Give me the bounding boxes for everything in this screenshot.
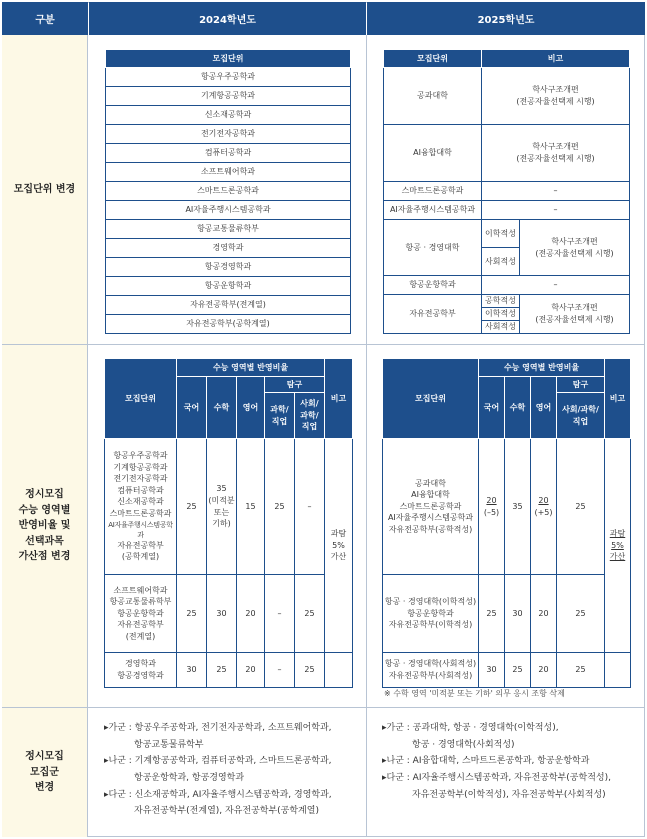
restructure-line: (전공자율선택제 시행) <box>535 248 614 258</box>
math-line: 35 <box>216 484 227 494</box>
column-divider <box>366 35 367 836</box>
list-item: ▸나군 : 기계항공공학과, 컴퓨터공학과, 스마트드론공학과, <box>104 756 332 767</box>
bonus-line: 과탐 <box>609 529 626 539</box>
units-table-2024 <box>105 49 351 334</box>
math-line: (미적분 <box>208 495 235 505</box>
restructure-line: (전공자율선택제 시행) <box>516 154 595 163</box>
empty-note-cell <box>325 653 353 688</box>
section3-label <box>2 708 88 837</box>
header-2025: 2025학년도 <box>367 2 645 35</box>
math-cell: 25 <box>505 653 531 688</box>
dash-cell: – <box>482 276 630 295</box>
restructure-line: 학사구조개편 <box>532 142 579 152</box>
header-line: 직업 <box>301 422 318 432</box>
section2-label-line: 가산점 변경 <box>18 551 71 563</box>
bonus-line: 과탐 <box>330 529 347 539</box>
table-row: 소프트웨어학과 <box>106 163 351 182</box>
korean-cell: 25 <box>479 575 505 653</box>
table-row: 스마트드론공학과 <box>384 182 482 201</box>
restructure-note <box>482 68 630 125</box>
unit-line: (전계열) <box>125 631 156 641</box>
group-list-2025 <box>382 720 640 803</box>
korean-cell: 30 <box>479 653 505 688</box>
table-row: 스마트드론공학과 <box>106 182 351 201</box>
unit-line: 자유전공학부 <box>117 620 164 630</box>
bonus-line: 5% <box>332 540 345 550</box>
ratio-header-title: 수능 영역별 반영비율 <box>177 359 325 377</box>
unit-line: 스마트드론공학과 <box>399 501 462 511</box>
track-cell: 공학적성 <box>482 295 520 308</box>
math-line: 기하) <box>212 519 231 529</box>
empty-note-cell <box>605 653 631 688</box>
dash-cell: – <box>482 201 630 220</box>
ratio-header-math: 수학 <box>207 377 237 439</box>
ratio-header-note: 비고 <box>325 359 353 439</box>
english-cell: 20 <box>531 653 557 688</box>
unit-list-cell <box>383 575 479 653</box>
table-row: 항공교통물류학부 <box>106 220 351 239</box>
table-row: 신소재공학과 <box>106 106 351 125</box>
restructure-line: 학사구조개편 <box>551 303 598 313</box>
restructure-note <box>520 220 630 276</box>
unit-line: 경영학과 <box>125 659 156 669</box>
korean-cell: 25 <box>177 439 207 575</box>
inquiry-cell: 25 <box>557 575 605 653</box>
unit-line: 자유전공학부(사회적성) <box>388 671 473 680</box>
table-row: 항공경영학과 <box>106 258 351 277</box>
math-cell: 30 <box>505 575 531 653</box>
section2-label-line: 반영비율 및 <box>18 520 71 532</box>
list-item: ▸가군 : 공과대학, 항공 · 경영대학(이학적성), <box>382 723 559 733</box>
unit-list-cell <box>105 575 177 653</box>
unit-line: 자유전공학부 <box>117 540 164 550</box>
ratio-header-english: 영어 <box>531 377 557 439</box>
ratio-header-inquiry: 탐구 <box>557 377 605 393</box>
restructure-line: (전공자율선택제 시행) <box>535 314 614 324</box>
ratio-header-inquiry: 탐구 <box>265 377 325 393</box>
unit-line: AI자율주행시스템공학과 <box>387 513 474 523</box>
list-item-continued: 자유전공학부(이학적성), 자유전공학부(사회적성) <box>412 789 606 800</box>
unit-line: 소프트웨어학과 <box>113 585 168 595</box>
ratio-header-social <box>557 393 605 439</box>
header-line: 직업 <box>572 416 589 426</box>
restructure-line: 학사구조개편 <box>551 236 598 246</box>
math-footnote: ※ 수학 영역 '미적분 또는 기하' 의무 응시 조항 삭제 <box>384 689 565 698</box>
unit-line: AI자율주행시스템공학과 <box>108 520 173 539</box>
restructure-line: (전공자율선택제 시행) <box>516 97 595 106</box>
bonus-note-cell <box>605 439 631 653</box>
ratio-header-social <box>295 393 325 439</box>
korean-cell: 30 <box>177 653 207 688</box>
section3-label-line: 정시모집 <box>25 751 64 763</box>
korean-cell <box>479 439 505 575</box>
math-cell: 35 <box>505 439 531 575</box>
english-cell: 20 <box>237 575 265 653</box>
korean-value: 20 <box>486 495 497 505</box>
english-cell: 20 <box>531 575 557 653</box>
math-cell: 30 <box>207 575 237 653</box>
section2-label-line: 정시모집 <box>25 489 64 501</box>
ratio-header-korean: 국어 <box>177 377 207 439</box>
ratio-header-english: 영어 <box>237 377 265 439</box>
ratio-header-unit: 모집단위 <box>105 359 177 439</box>
table-row: 항공 · 경영대학 <box>384 220 482 276</box>
ratio-header-science <box>265 393 295 439</box>
table-row: 컴퓨터공학과 <box>106 144 351 163</box>
table-row: 기계항공공학과 <box>106 87 351 106</box>
units-table-2025-header-unit: 모집단위 <box>384 50 482 68</box>
english-cell: 20 <box>237 653 265 688</box>
unit-list-cell <box>105 439 177 575</box>
header-2024: 2024학년도 <box>89 2 366 35</box>
table-row: 자유전공학부(공학계열) <box>106 315 351 334</box>
ratio-header-unit: 모집단위 <box>383 359 479 439</box>
header-category: 구분 <box>2 2 88 35</box>
ratio-header-title: 수능 영역별 반영비율 <box>479 359 605 377</box>
list-item-continued: 항공교통물류학부 <box>134 739 204 750</box>
english-change: (+5) <box>534 507 553 517</box>
bonus-note-cell <box>325 439 353 653</box>
unit-list-cell <box>383 439 479 575</box>
section2-label <box>2 345 88 707</box>
dash-cell: – <box>482 182 630 201</box>
header-line: 사회/ <box>300 399 319 409</box>
units-table-2025-header-note: 비고 <box>482 50 630 68</box>
unit-line: 전기전자공학과 <box>113 474 168 484</box>
list-item: ▸나군 : AI융합대학, 스마트드론공학과, 항공운항학과 <box>382 756 590 767</box>
science-cell: 25 <box>265 439 295 575</box>
group-list-2024 <box>104 720 362 820</box>
unit-line: 자유전공학부(공학적성) <box>388 524 473 534</box>
table-row: AI융합대학 <box>384 125 482 182</box>
inquiry-cell: 25 <box>557 653 605 688</box>
social-cell: 25 <box>295 653 325 688</box>
list-item-continued: 자유전공학부(전계열), 자유전공학부(공학계열) <box>134 806 319 817</box>
unit-line: 기계항공공학과 <box>113 462 168 472</box>
math-line: 또는 <box>213 507 230 517</box>
ratio-table-2025 <box>382 358 631 688</box>
unit-line: 항공경영학과 <box>117 671 164 680</box>
unit-line: 항공 · 경영대학(사회적성) <box>384 659 477 669</box>
restructure-note <box>520 295 630 334</box>
ratio-table-2024 <box>104 358 353 688</box>
header-line: 과학/ <box>300 410 319 420</box>
list-item-continued: 항공 · 경영대학(사회적성) <box>412 739 515 750</box>
unit-line: 컴퓨터공학과 <box>117 485 164 495</box>
list-item: ▸다군 : AI자율주행시스템공학과, 자유전공학부(공학적성), <box>382 772 611 783</box>
unit-line: 항공우주공학과 <box>113 450 168 460</box>
math-cell: 25 <box>207 653 237 688</box>
bonus-line: 가산 <box>609 552 626 562</box>
track-cell: 이학적성 <box>482 308 520 321</box>
section1-label: 모집단위 변경 <box>2 35 88 344</box>
unit-line: (공학계열) <box>121 552 160 562</box>
science-cell: – <box>265 653 295 688</box>
table-row: 경영학과 <box>106 239 351 258</box>
english-cell: 15 <box>237 439 265 575</box>
header-line: 사회/과학/ <box>562 404 599 414</box>
section-divider <box>2 344 645 345</box>
social-cell: 25 <box>295 575 325 653</box>
unit-line: 신소재공학과 <box>117 497 164 507</box>
track-cell: 사회적성 <box>482 248 520 276</box>
units-table-2025 <box>383 49 630 334</box>
english-value: 20 <box>538 495 549 505</box>
header-line: 과학/ <box>270 404 289 414</box>
restructure-note <box>482 125 630 182</box>
unit-line: AI융합대학 <box>411 490 450 500</box>
english-cell <box>531 439 557 575</box>
korean-change: (–5) <box>483 507 500 517</box>
unit-list-cell <box>105 653 177 688</box>
section3-label-line: 변경 <box>34 782 55 794</box>
table-row: 공과대학 <box>384 68 482 125</box>
math-cell <box>207 439 237 575</box>
header-line: 직업 <box>271 416 288 426</box>
units-table-2024-header: 모집단위 <box>106 50 351 68</box>
inquiry-cell: 25 <box>557 439 605 575</box>
table-row: AI자율주행시스템공학과 <box>106 201 351 220</box>
table-row: 자유전공학부 <box>384 295 482 334</box>
restructure-line: 학사구조개편 <box>532 85 579 95</box>
section2-label-line: 수능 영역별 <box>18 504 71 516</box>
unit-line: 항공운항학과 <box>407 608 454 618</box>
unit-line: 공과대학 <box>415 478 446 488</box>
unit-list-cell <box>383 653 479 688</box>
table-row: AI자율주행시스템공학과 <box>384 201 482 220</box>
unit-line: 자유전공학부(이학적성) <box>388 620 473 630</box>
list-item: ▸다군 : 신소재공학과, AI자율주행시스템공학과, 경영학과, <box>104 789 332 800</box>
section2-label-line: 선택과목 <box>25 535 64 547</box>
bonus-line: 가산 <box>330 552 347 562</box>
ratio-header-note: 비고 <box>605 359 631 439</box>
unit-line: 스마트드론공학과 <box>109 508 172 518</box>
track-cell: 사회적성 <box>482 320 520 333</box>
ratio-header-math: 수학 <box>505 377 531 439</box>
unit-line: 항공교통물류학부 <box>109 597 172 607</box>
table-row: 자유전공학부(전계열) <box>106 296 351 315</box>
track-cell: 이학적성 <box>482 220 520 248</box>
korean-cell: 25 <box>177 575 207 653</box>
unit-line: 항공운항학과 <box>117 608 164 618</box>
ratio-header-korean: 국어 <box>479 377 505 439</box>
social-cell: – <box>295 439 325 575</box>
table-row: 항공우주공학과 <box>106 68 351 87</box>
table-row: 항공운항학과 <box>384 276 482 295</box>
list-item: ▸가군 : 항공우주공학과, 전기전자공학과, 소프트웨어학과, <box>104 723 332 733</box>
science-cell: – <box>265 575 295 653</box>
bonus-line: 5% <box>611 540 624 550</box>
section-divider <box>2 707 645 708</box>
unit-line: 항공 · 경영대학(이학적성) <box>384 597 477 607</box>
section3-label-line: 모집군 <box>30 766 59 778</box>
table-row: 항공운항학과 <box>106 277 351 296</box>
table-row: 전기전자공학과 <box>106 125 351 144</box>
list-item-continued: 항공운항학과, 항공경영학과 <box>134 772 245 783</box>
